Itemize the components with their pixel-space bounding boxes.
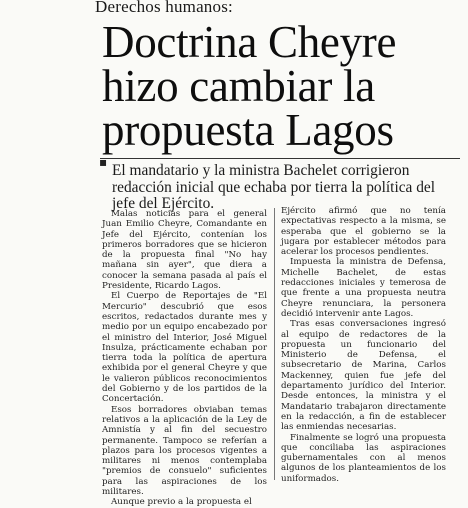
body-paragraph: El Cuerpo de Reportajes de "El Mercurio" descubrió que esos escritos, redactados durante mes y medio por un equipo encabezado por el ministro del Interior, José Miguel Insulza, prácticamente echaban por tierra toda la política de apertura exhibida por el general Cheyre y que le valieron públicos reconocimientos del Gobierno y de los partidos de la Concertación. xyxy=(102,291,267,405)
headline-line: hizo cambiar la xyxy=(102,61,375,111)
headline-line: Doctrina Cheyre xyxy=(102,17,397,67)
column-divider xyxy=(274,208,275,480)
body-paragraph: Esos borradores obviaban temas relativos a la aplicación de la Ley de Amnistía y al fin del secuestro permanente. Tampoco se referían a plazos para los procesos vigentes a militares ni menos contemplaba "premios de consuelo" suficientes para las aspiraciones de los militares. xyxy=(102,404,267,498)
body-paragraph: Finalmente se logró una propuesta que conciliaba las aspiraciones gubernamentales con al menos algunos de los planteamientos de los uniformados. xyxy=(281,432,446,484)
bullet-icon: ▪ xyxy=(99,155,108,169)
headline-line: propuesta Lagos xyxy=(102,105,394,155)
headline-rule xyxy=(100,158,460,159)
body-paragraph: Malas noticias para el general Juan Emilio Cheyre, Comandante en Jefe del Ejército, contenían los primeros borradores que se hicieron de la propuesta final "No hay mañana sin ayer", que diera a conocer la semana pasada al país el Presidente, Ricardo Lagos. xyxy=(102,209,267,292)
body-paragraph: Ejército afirmó que no tenía expectativas respecto a la misma, se esperaba que el gobierno se la jugara por establecer métodos para acelerar los procesos pendientes. xyxy=(281,206,446,258)
body-paragraph: Aunque previo a la propuesta el xyxy=(111,497,252,508)
deck-subheading: El mandatario y la ministra Bachelet corrigieron redacción inicial que echaba por tierra la política del jefe del Ejército. xyxy=(112,162,436,212)
headline xyxy=(102,17,462,155)
body-paragraph: Tras esas conversaciones ingresó al equipo de redactores de la propuesta un funcionario del Ministerio de Defensa, el subsecretario de Marina, Carlos Mackenney, quien fue jefe del departamento jurídico del Interior. Desde entonces, la ministra y el Mandatario trabajaron directamente en la redacción, a fin de establecer las enmiendas necesarias. xyxy=(281,319,446,433)
body-column-left xyxy=(102,209,267,508)
body-column-right xyxy=(281,206,446,484)
section-kicker: Derechos humanos: xyxy=(95,0,233,16)
body-paragraph: Impuesta la ministra de Defensa, Michelle Bachelet, de estas redacciones iniciales y temerosa de que frente a una propuesta neutra Cheyre renunciara, la personera decidió intervenir ante Lagos. xyxy=(281,257,446,319)
